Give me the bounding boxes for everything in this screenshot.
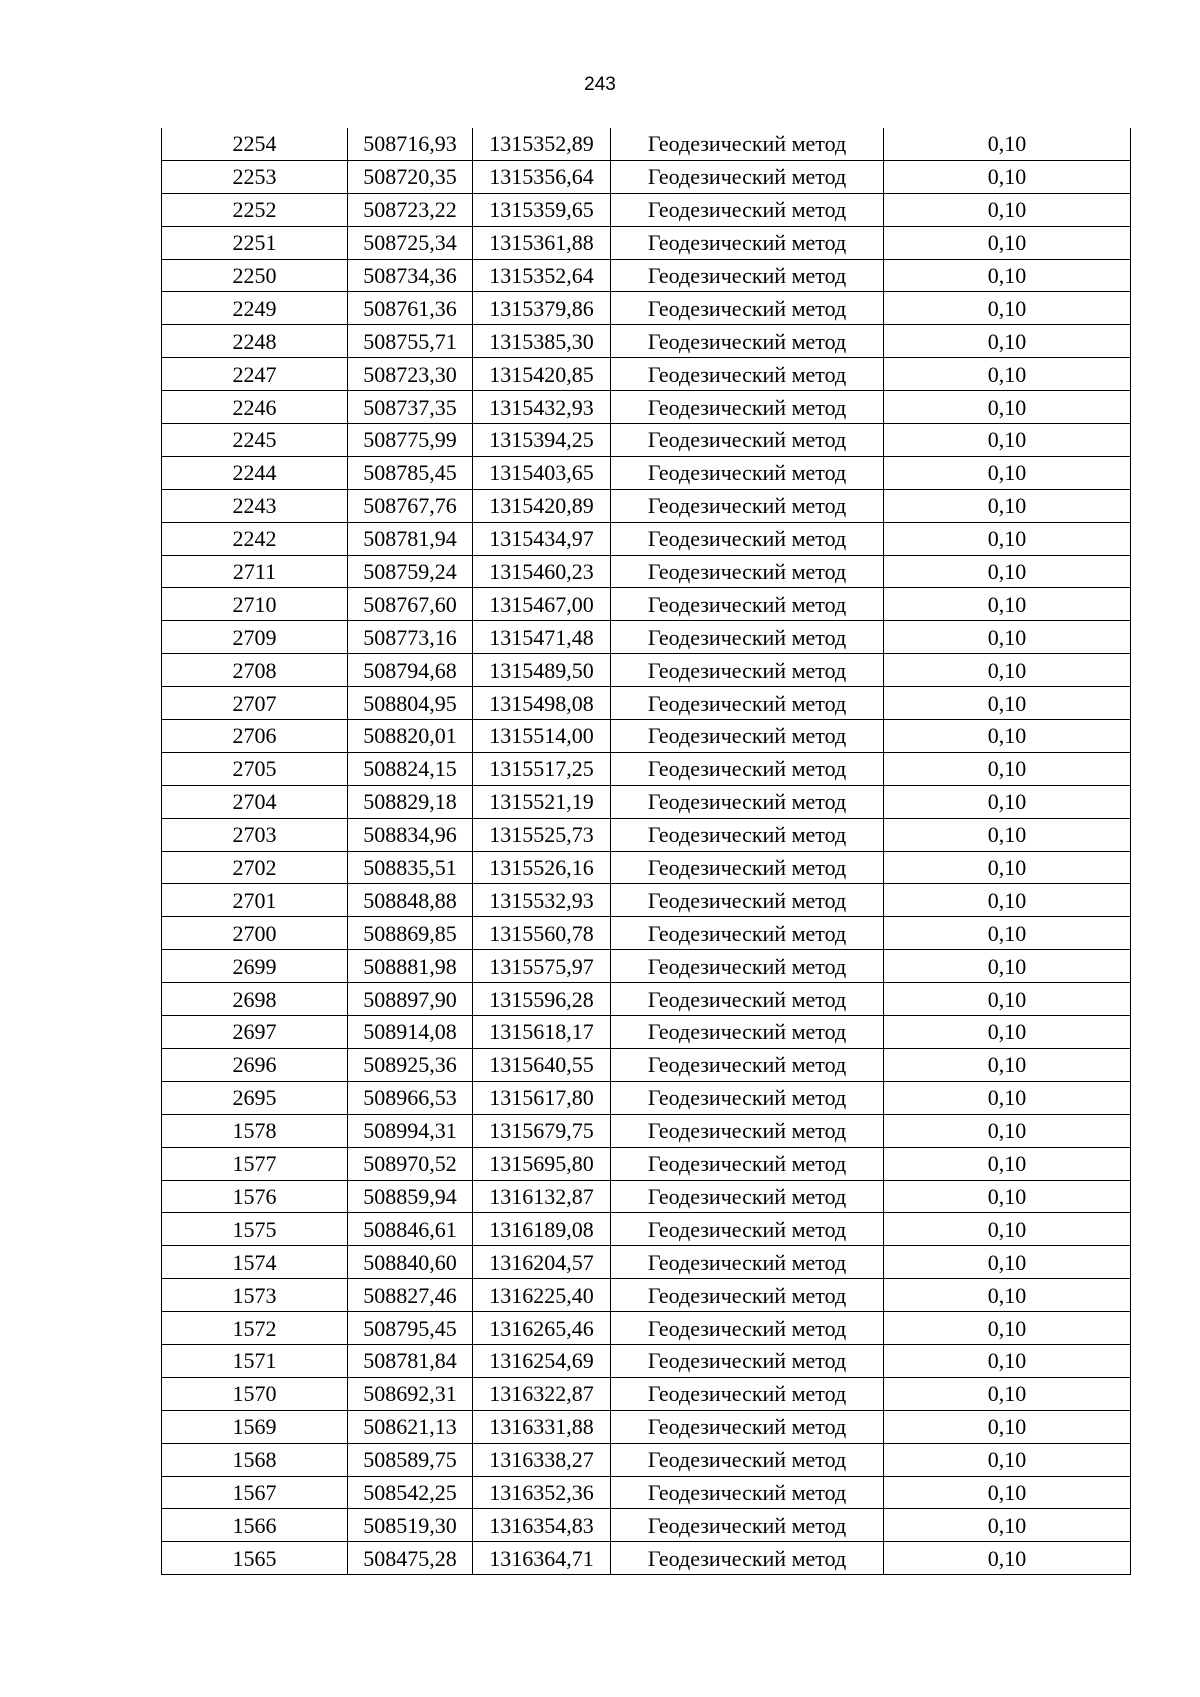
x-coordinate-cell: 508767,60 [348,588,473,621]
method-cell: Геодезический метод [611,226,884,259]
y-coordinate-cell: 1315617,80 [473,1081,611,1114]
method-cell: Геодезический метод [611,391,884,424]
accuracy-cell: 0,10 [884,818,1131,851]
point-number-cell: 1573 [162,1279,348,1312]
point-number-cell: 2696 [162,1048,348,1081]
accuracy-cell: 0,10 [884,1279,1131,1312]
accuracy-cell: 0,10 [884,325,1131,358]
accuracy-cell: 0,10 [884,851,1131,884]
table-row [162,555,1131,588]
method-cell: Геодезический метод [611,950,884,983]
x-coordinate-cell: 508761,36 [348,292,473,325]
x-coordinate-cell: 508759,24 [348,555,473,588]
x-coordinate-cell: 508840,60 [348,1246,473,1279]
point-number-cell: 1577 [162,1147,348,1180]
table-row [162,358,1131,391]
point-number-cell: 1568 [162,1443,348,1476]
table-row [162,1377,1131,1410]
method-cell: Геодезический метод [611,489,884,522]
x-coordinate-cell: 508775,99 [348,424,473,457]
y-coordinate-cell: 1315352,89 [473,128,611,160]
method-cell: Геодезический метод [611,1081,884,1114]
y-coordinate-cell: 1315498,08 [473,687,611,720]
x-coordinate-cell: 508827,46 [348,1279,473,1312]
table-row [162,851,1131,884]
method-cell: Геодезический метод [611,785,884,818]
y-coordinate-cell: 1316352,36 [473,1476,611,1509]
method-cell: Геодезический метод [611,720,884,753]
accuracy-cell: 0,10 [884,1246,1131,1279]
accuracy-cell: 0,10 [884,1476,1131,1509]
point-number-cell: 1576 [162,1180,348,1213]
method-cell: Геодезический метод [611,424,884,457]
y-coordinate-cell: 1315460,23 [473,555,611,588]
y-coordinate-cell: 1315467,00 [473,588,611,621]
table-row [162,621,1131,654]
x-coordinate-cell: 508621,13 [348,1410,473,1443]
page-number: 243 [584,74,616,95]
y-coordinate-cell: 1316204,57 [473,1246,611,1279]
point-number-cell: 2246 [162,391,348,424]
accuracy-cell: 0,10 [884,1542,1131,1575]
x-coordinate-cell: 508785,45 [348,456,473,489]
x-coordinate-cell: 508773,16 [348,621,473,654]
y-coordinate-cell: 1315526,16 [473,851,611,884]
accuracy-cell: 0,10 [884,1443,1131,1476]
point-number-cell: 2706 [162,720,348,753]
point-number-cell: 2249 [162,292,348,325]
accuracy-cell: 0,10 [884,950,1131,983]
table-row [162,1542,1131,1575]
accuracy-cell: 0,10 [884,785,1131,818]
accuracy-cell: 0,10 [884,884,1131,917]
y-coordinate-cell: 1315618,17 [473,1016,611,1049]
y-coordinate-cell: 1315359,65 [473,193,611,226]
method-cell: Геодезический метод [611,128,884,160]
accuracy-cell: 0,10 [884,1081,1131,1114]
x-coordinate-cell: 508970,52 [348,1147,473,1180]
point-number-cell: 2698 [162,983,348,1016]
accuracy-cell: 0,10 [884,1180,1131,1213]
accuracy-cell: 0,10 [884,128,1131,160]
table-row [162,1312,1131,1345]
accuracy-cell: 0,10 [884,1509,1131,1542]
table-row [162,1180,1131,1213]
table-row [162,950,1131,983]
point-number-cell: 2707 [162,687,348,720]
accuracy-cell: 0,10 [884,226,1131,259]
y-coordinate-cell: 1315434,97 [473,522,611,555]
table-row [162,292,1131,325]
method-cell: Геодезический метод [611,292,884,325]
x-coordinate-cell: 508725,34 [348,226,473,259]
method-cell: Геодезический метод [611,1114,884,1147]
table-row [162,193,1131,226]
method-cell: Геодезический метод [611,1048,884,1081]
y-coordinate-cell: 1315356,64 [473,160,611,193]
accuracy-cell: 0,10 [884,160,1131,193]
y-coordinate-cell: 1315385,30 [473,325,611,358]
x-coordinate-cell: 508848,88 [348,884,473,917]
method-cell: Геодезический метод [611,917,884,950]
accuracy-cell: 0,10 [884,621,1131,654]
method-cell: Геодезический метод [611,621,884,654]
y-coordinate-cell: 1315514,00 [473,720,611,753]
y-coordinate-cell: 1315695,80 [473,1147,611,1180]
point-number-cell: 1569 [162,1410,348,1443]
y-coordinate-cell: 1315471,48 [473,621,611,654]
table-row [162,160,1131,193]
method-cell: Геодезический метод [611,1476,884,1509]
accuracy-cell: 0,10 [884,752,1131,785]
y-coordinate-cell: 1315403,65 [473,456,611,489]
x-coordinate-cell: 508737,35 [348,391,473,424]
x-coordinate-cell: 508846,61 [348,1213,473,1246]
accuracy-cell: 0,10 [884,424,1131,457]
table-row [162,489,1131,522]
point-number-cell: 1574 [162,1246,348,1279]
table-row [162,818,1131,851]
point-number-cell: 2703 [162,818,348,851]
point-number-cell: 1572 [162,1312,348,1345]
table-row [162,1081,1131,1114]
y-coordinate-cell: 1315361,88 [473,226,611,259]
point-number-cell: 1567 [162,1476,348,1509]
y-coordinate-cell: 1316254,69 [473,1344,611,1377]
y-coordinate-cell: 1316225,40 [473,1279,611,1312]
table-row [162,1279,1131,1312]
point-number-cell: 2247 [162,358,348,391]
method-cell: Геодезический метод [611,654,884,687]
y-coordinate-cell: 1315560,78 [473,917,611,950]
y-coordinate-cell: 1315489,50 [473,654,611,687]
table-row [162,1476,1131,1509]
accuracy-cell: 0,10 [884,1410,1131,1443]
table-row [162,456,1131,489]
table-row [162,752,1131,785]
x-coordinate-cell: 508720,35 [348,160,473,193]
x-coordinate-cell: 508723,30 [348,358,473,391]
method-cell: Геодезический метод [611,522,884,555]
accuracy-cell: 0,10 [884,391,1131,424]
x-coordinate-cell: 508914,08 [348,1016,473,1049]
y-coordinate-cell: 1315420,85 [473,358,611,391]
point-number-cell: 2704 [162,785,348,818]
table-row [162,588,1131,621]
method-cell: Геодезический метод [611,555,884,588]
x-coordinate-cell: 508716,93 [348,128,473,160]
table-row [162,785,1131,818]
point-number-cell: 2250 [162,259,348,292]
point-number-cell: 2709 [162,621,348,654]
y-coordinate-cell: 1315517,25 [473,752,611,785]
y-coordinate-cell: 1315679,75 [473,1114,611,1147]
accuracy-cell: 0,10 [884,687,1131,720]
point-number-cell: 2710 [162,588,348,621]
accuracy-cell: 0,10 [884,1377,1131,1410]
method-cell: Геодезический метод [611,687,884,720]
y-coordinate-cell: 1315394,25 [473,424,611,457]
accuracy-cell: 0,10 [884,1016,1131,1049]
x-coordinate-cell: 508897,90 [348,983,473,1016]
y-coordinate-cell: 1316322,87 [473,1377,611,1410]
accuracy-cell: 0,10 [884,1114,1131,1147]
accuracy-cell: 0,10 [884,1344,1131,1377]
table-row [162,884,1131,917]
accuracy-cell: 0,10 [884,588,1131,621]
point-number-cell: 2699 [162,950,348,983]
method-cell: Геодезический метод [611,818,884,851]
table-row [162,226,1131,259]
table-row [162,1114,1131,1147]
y-coordinate-cell: 1315640,55 [473,1048,611,1081]
method-cell: Геодезический метод [611,259,884,292]
y-coordinate-cell: 1316364,71 [473,1542,611,1575]
method-cell: Геодезический метод [611,1016,884,1049]
point-number-cell: 2254 [162,128,348,160]
point-number-cell: 2251 [162,226,348,259]
point-number-cell: 2697 [162,1016,348,1049]
accuracy-cell: 0,10 [884,720,1131,753]
x-coordinate-cell: 508542,25 [348,1476,473,1509]
accuracy-cell: 0,10 [884,259,1131,292]
y-coordinate-cell: 1315575,97 [473,950,611,983]
method-cell: Геодезический метод [611,1246,884,1279]
x-coordinate-cell: 508589,75 [348,1443,473,1476]
method-cell: Геодезический метод [611,1410,884,1443]
point-number-cell: 2244 [162,456,348,489]
table-row [162,1016,1131,1049]
table-row [162,983,1131,1016]
x-coordinate-cell: 508755,71 [348,325,473,358]
y-coordinate-cell: 1315532,93 [473,884,611,917]
table-row [162,1048,1131,1081]
table-row [162,391,1131,424]
method-cell: Геодезический метод [611,1180,884,1213]
table-row [162,1410,1131,1443]
accuracy-cell: 0,10 [884,654,1131,687]
point-number-cell: 2248 [162,325,348,358]
x-coordinate-cell: 508859,94 [348,1180,473,1213]
table-row [162,325,1131,358]
point-number-cell: 2705 [162,752,348,785]
method-cell: Геодезический метод [611,752,884,785]
accuracy-cell: 0,10 [884,1048,1131,1081]
x-coordinate-cell: 508692,31 [348,1377,473,1410]
point-number-cell: 1566 [162,1509,348,1542]
coordinates-table [161,128,1131,1575]
x-coordinate-cell: 508781,84 [348,1344,473,1377]
x-coordinate-cell: 508966,53 [348,1081,473,1114]
y-coordinate-cell: 1315432,93 [473,391,611,424]
x-coordinate-cell: 508835,51 [348,851,473,884]
y-coordinate-cell: 1316354,83 [473,1509,611,1542]
x-coordinate-cell: 508794,68 [348,654,473,687]
method-cell: Геодезический метод [611,983,884,1016]
coordinates-table-body [162,128,1131,1575]
accuracy-cell: 0,10 [884,555,1131,588]
method-cell: Геодезический метод [611,1509,884,1542]
x-coordinate-cell: 508824,15 [348,752,473,785]
table-row [162,1344,1131,1377]
table-row [162,424,1131,457]
point-number-cell: 2700 [162,917,348,950]
x-coordinate-cell: 508834,96 [348,818,473,851]
x-coordinate-cell: 508804,95 [348,687,473,720]
y-coordinate-cell: 1316265,46 [473,1312,611,1345]
accuracy-cell: 0,10 [884,917,1131,950]
accuracy-cell: 0,10 [884,1147,1131,1180]
point-number-cell: 2702 [162,851,348,884]
method-cell: Геодезический метод [611,160,884,193]
method-cell: Геодезический метод [611,1147,884,1180]
point-number-cell: 2252 [162,193,348,226]
method-cell: Геодезический метод [611,193,884,226]
point-number-cell: 1570 [162,1377,348,1410]
x-coordinate-cell: 508475,28 [348,1542,473,1575]
y-coordinate-cell: 1316331,88 [473,1410,611,1443]
table-row [162,128,1131,160]
x-coordinate-cell: 508925,36 [348,1048,473,1081]
accuracy-cell: 0,10 [884,1312,1131,1345]
accuracy-cell: 0,10 [884,292,1131,325]
method-cell: Геодезический метод [611,1279,884,1312]
table-row [162,687,1131,720]
method-cell: Геодезический метод [611,1542,884,1575]
y-coordinate-cell: 1316132,87 [473,1180,611,1213]
method-cell: Геодезический метод [611,456,884,489]
point-number-cell: 2695 [162,1081,348,1114]
method-cell: Геодезический метод [611,1312,884,1345]
method-cell: Геодезический метод [611,1344,884,1377]
x-coordinate-cell: 508994,31 [348,1114,473,1147]
accuracy-cell: 0,10 [884,983,1131,1016]
y-coordinate-cell: 1315521,19 [473,785,611,818]
point-number-cell: 2245 [162,424,348,457]
x-coordinate-cell: 508723,22 [348,193,473,226]
table-row [162,720,1131,753]
table-row [162,259,1131,292]
table-row [162,1213,1131,1246]
point-number-cell: 2253 [162,160,348,193]
x-coordinate-cell: 508767,76 [348,489,473,522]
method-cell: Геодезический метод [611,588,884,621]
table-row [162,1509,1131,1542]
point-number-cell: 1571 [162,1344,348,1377]
method-cell: Геодезический метод [611,358,884,391]
table-row [162,522,1131,555]
x-coordinate-cell: 508820,01 [348,720,473,753]
y-coordinate-cell: 1315596,28 [473,983,611,1016]
accuracy-cell: 0,10 [884,193,1131,226]
x-coordinate-cell: 508519,30 [348,1509,473,1542]
accuracy-cell: 0,10 [884,489,1131,522]
point-number-cell: 2701 [162,884,348,917]
x-coordinate-cell: 508795,45 [348,1312,473,1345]
method-cell: Геодезический метод [611,884,884,917]
y-coordinate-cell: 1315420,89 [473,489,611,522]
accuracy-cell: 0,10 [884,358,1131,391]
x-coordinate-cell: 508881,98 [348,950,473,983]
y-coordinate-cell: 1316338,27 [473,1443,611,1476]
x-coordinate-cell: 508781,94 [348,522,473,555]
point-number-cell: 2711 [162,555,348,588]
point-number-cell: 2708 [162,654,348,687]
point-number-cell: 2242 [162,522,348,555]
accuracy-cell: 0,10 [884,522,1131,555]
y-coordinate-cell: 1315352,64 [473,259,611,292]
table-row [162,654,1131,687]
method-cell: Геодезический метод [611,1213,884,1246]
point-number-cell: 2243 [162,489,348,522]
table-row [162,917,1131,950]
method-cell: Геодезический метод [611,851,884,884]
point-number-cell: 1565 [162,1542,348,1575]
y-coordinate-cell: 1315379,86 [473,292,611,325]
method-cell: Геодезический метод [611,1443,884,1476]
accuracy-cell: 0,10 [884,1213,1131,1246]
x-coordinate-cell: 508869,85 [348,917,473,950]
y-coordinate-cell: 1316189,08 [473,1213,611,1246]
table-row [162,1246,1131,1279]
method-cell: Геодезический метод [611,1377,884,1410]
point-number-cell: 1578 [162,1114,348,1147]
table-row [162,1443,1131,1476]
y-coordinate-cell: 1315525,73 [473,818,611,851]
table-row [162,1147,1131,1180]
accuracy-cell: 0,10 [884,456,1131,489]
x-coordinate-cell: 508734,36 [348,259,473,292]
point-number-cell: 1575 [162,1213,348,1246]
x-coordinate-cell: 508829,18 [348,785,473,818]
method-cell: Геодезический метод [611,325,884,358]
